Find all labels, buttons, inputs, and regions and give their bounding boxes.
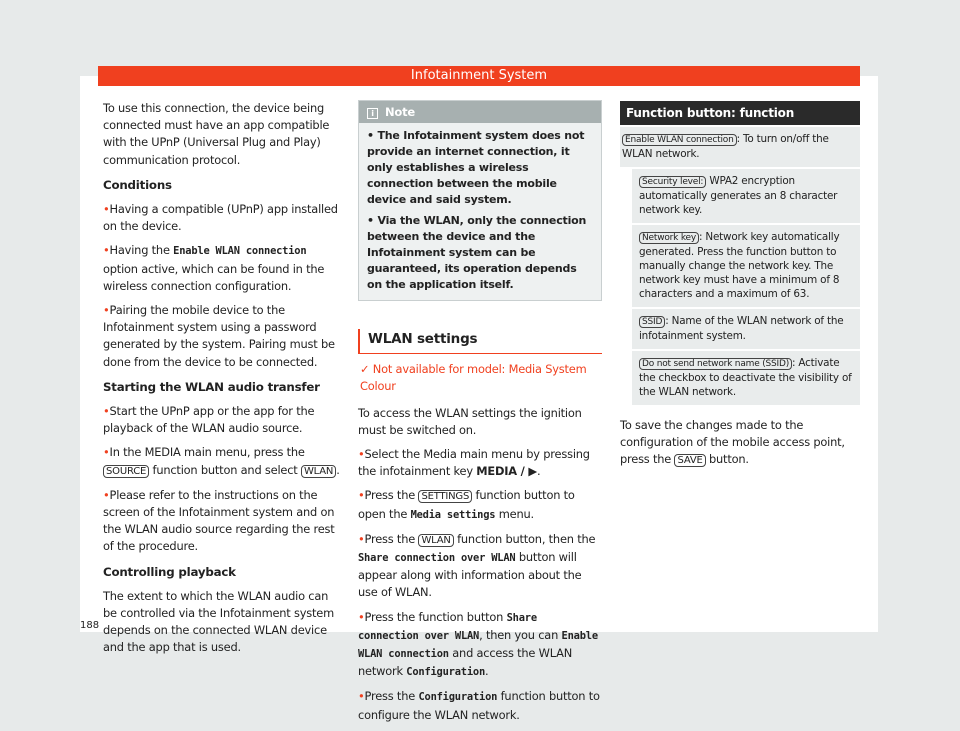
text-segment: To save the changes made to the configuration of the mobile access point, press the [620, 418, 845, 467]
save-instruction [620, 417, 860, 470]
text-segment: : Network key automatically generated. Press the function button to manually change the network key. The network key must have a minimum of 8 characters and a maximum of 63. [639, 231, 840, 300]
function-button-label: SETTINGS [418, 490, 472, 503]
text-segment: , then you can [479, 627, 562, 642]
text-segment: MEDIA / [476, 464, 529, 479]
text-segment: . [536, 464, 541, 479]
function-button-label: WLAN [301, 465, 336, 478]
text-segment: Press the [364, 488, 419, 503]
function-button-label: Security level: [639, 176, 706, 188]
function-table [620, 101, 860, 405]
text-segment: Pairing the mobile device to the Infotainment system using a password generated by the system. Pairing must be done from the device to be connected. [103, 303, 335, 369]
text-segment: : Activate the checkbox to deactivate the visibility of the WLAN network. [639, 357, 852, 398]
paragraph [358, 405, 602, 439]
function-button-label: WLAN [418, 534, 453, 547]
text-segment: Press the [364, 689, 419, 704]
text-segment: function button, then the [453, 531, 596, 546]
menu-option-label: Share connection over WLAN [358, 552, 516, 565]
table-row [632, 169, 860, 223]
text-segment: Please refer to the instructions on the screen of the Infotainment system and on the WLAN audio source regarding the rest of the procedure. [103, 487, 335, 554]
bullet-item [358, 446, 602, 480]
text-segment: button. [705, 452, 749, 467]
subheading [103, 177, 343, 194]
text-segment: The extent to which the WLAN audio can be controlled via the Infotainment system depends on the connected WLAN device and the app that is used. [103, 588, 334, 655]
info-icon: i [367, 108, 378, 119]
bullet-item [103, 242, 343, 295]
text-segment: Select the Media main menu by pressing the infotainment key [358, 447, 590, 479]
note-item: • The Infotainment system does not provide an internet connection, it only establishes a wireless connection between the mobile device and said system. [367, 129, 585, 206]
function-button-label: SOURCE [103, 465, 149, 478]
bullet-item [103, 444, 343, 479]
text-segment: In the MEDIA main menu, press the [109, 445, 305, 460]
note-header [359, 101, 601, 123]
function-button-label: Do not send network name (SSID) [639, 358, 792, 370]
text-segment: Having a compatible (UPnP) app installed on the device. [103, 202, 338, 234]
function-button-label: SAVE [674, 454, 705, 467]
function-button-label: Network key [639, 232, 699, 244]
text-segment: Press the [364, 531, 419, 546]
text-segment: button will appear along with information about the use of WLAN. [358, 550, 582, 600]
text-segment: Press the function button [364, 609, 507, 624]
page-number: 188 [80, 620, 100, 631]
availability-text: Not available for model: Media System Colour [360, 362, 587, 394]
column-middle [358, 100, 602, 731]
bullet-item [103, 302, 343, 371]
table-row [632, 309, 860, 349]
text-segment: Start the UPnP app or the app for the playback of the WLAN audio source. [103, 404, 315, 436]
note-body [359, 123, 601, 300]
text-segment: option active, which can be found in the wireless connection configuration. [103, 261, 325, 293]
menu-option-label: Enable WLAN connection [358, 629, 598, 661]
text-segment: . [336, 462, 340, 477]
subheading [103, 379, 343, 396]
function-button-label: SSID [639, 316, 665, 328]
table-row [632, 225, 860, 307]
bullet-item [103, 201, 343, 235]
note-box [358, 100, 602, 301]
bullet-item [358, 531, 602, 602]
note-title: Note [385, 105, 416, 119]
text-segment: . [485, 664, 489, 679]
text-segment: Starting the WLAN audio transfer [103, 379, 320, 394]
text-segment: function button to configure the WLAN network. [358, 689, 600, 722]
section-header: Infotainment System [98, 66, 860, 86]
column-right [620, 101, 860, 477]
bullet-item [358, 688, 602, 723]
note-item: • Via the WLAN, only the connection between the device and the Infotainment system can be guaranteed, its operation depends on the application itself. [367, 214, 587, 291]
text-segment: : To turn on/off the WLAN network. [622, 133, 829, 160]
bullet-item [103, 487, 343, 556]
table-row [620, 127, 860, 167]
subheading [103, 564, 343, 581]
text-segment: Conditions [103, 177, 172, 192]
paragraph [103, 100, 343, 169]
text-segment: menu. [495, 506, 534, 521]
menu-option-label: Share connection over WLAN [358, 611, 537, 642]
menu-option-label: Enable WLAN connection [173, 245, 307, 258]
menu-option-label: Media settings [410, 508, 496, 521]
section-title: WLAN settings [358, 329, 602, 354]
text-segment: ▶ [528, 464, 537, 479]
text-segment: Controlling playback [103, 564, 236, 579]
function-button-label: Enable WLAN connection [622, 134, 737, 146]
bullet-item [358, 487, 602, 523]
text-segment: WPA2 encryption automatically generates an 8 character network key. [639, 175, 838, 216]
text-segment: and access the WLAN network [358, 646, 573, 679]
menu-option-label: Configuration [406, 666, 486, 679]
table-row [632, 351, 860, 405]
text-segment: function button and select [149, 462, 301, 477]
column-left [103, 100, 343, 664]
table-header: Function button: function [620, 101, 860, 125]
availability-note [360, 361, 602, 395]
checkmark-icon: ✓ [360, 362, 373, 377]
text-segment: To use this connection, the device being connected must have an app compatible with the UPnP (Universal Plug and Play) communication protocol. [103, 101, 330, 167]
text-segment: : Name of the WLAN network of the infotainment system. [639, 315, 844, 342]
bullet-item [358, 609, 602, 682]
menu-option-label: Configuration [418, 691, 498, 704]
wlan-instructions [358, 405, 602, 724]
text-segment: To access the WLAN settings the ignition must be switched on. [358, 405, 582, 437]
bullet-item [103, 403, 343, 437]
text-segment: Having the [109, 243, 174, 258]
paragraph [103, 588, 343, 657]
text-segment: function button to open the [358, 488, 575, 521]
